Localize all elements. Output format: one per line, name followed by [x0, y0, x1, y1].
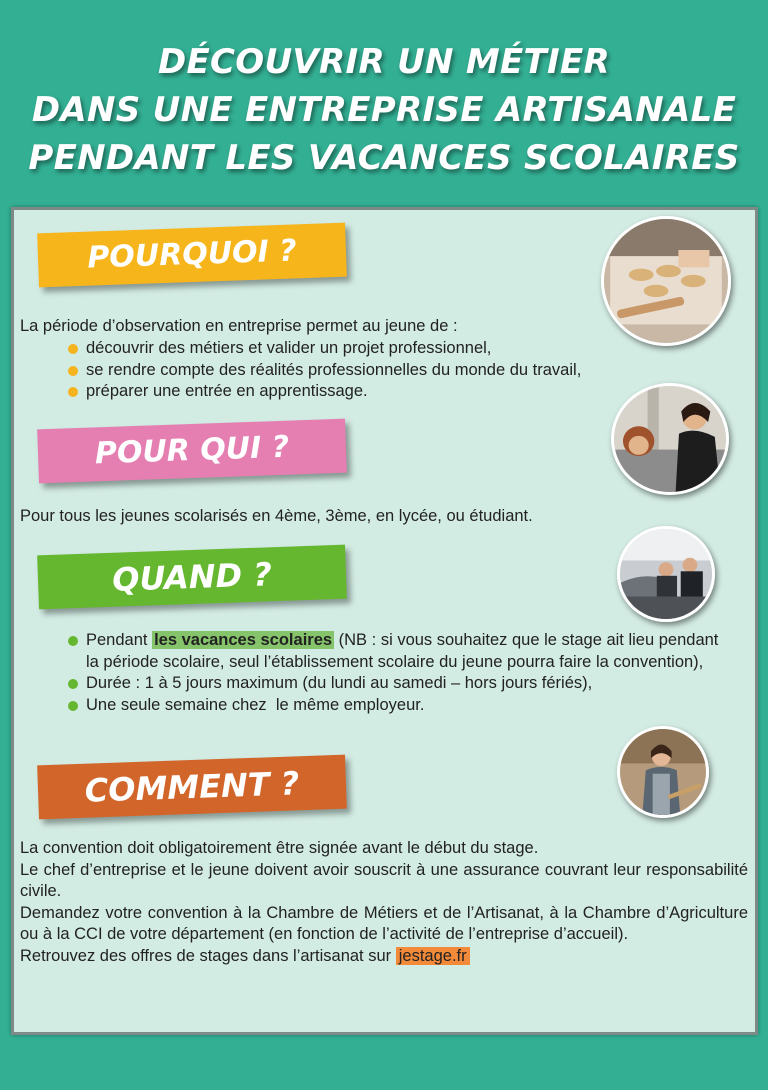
pourquoi-list: [68, 338, 581, 403]
comment-paragraph-4: Retrouvez des offres de stages dans l’artisanat sur jestage.fr: [20, 946, 748, 968]
page-title: [0, 38, 768, 182]
woodworker-photo: [617, 726, 709, 818]
heading-quand: QUAND ?: [37, 545, 347, 610]
title-line-2: DANS UNE ENTREPRISE ARTISANALE: [31, 90, 737, 130]
heading-pour-qui: POUR QUI ?: [37, 419, 347, 484]
bullet-icon: [68, 344, 78, 354]
list-item: se rendre compte des réalités professionnelles du monde du travail,: [68, 360, 581, 382]
highlight-vacances: les vacances scolaires: [154, 631, 333, 649]
bullet-icon: [68, 366, 78, 376]
hairdresser-photo: [611, 383, 729, 495]
list-item: Une seule semaine chez le même employeur.: [68, 695, 728, 717]
heading-pourquoi: POURQUOI ?: [37, 223, 347, 288]
title-line-1: DÉCOUVRIR UN MÉTIER: [158, 42, 610, 82]
list-item: Durée : 1 à 5 jours maximum (du lundi au samedi – hors jours fériés),: [68, 673, 728, 695]
list-item: découvrir des métiers et valider un projet professionnel,: [68, 338, 581, 360]
bullet-icon: [68, 701, 78, 711]
comment-paragraph-2: Le chef d’entreprise et le jeune doivent avoir souscrit à une assurance couvrant leur responsabilité civile.: [20, 860, 748, 900]
list-item: Pendant les vacances scolaires (NB : si vous souhaitez que le stage ait lieu pendant la période scolaire, seul l’établissement scolaire du jeune pourra faire la convention),: [68, 630, 728, 673]
comment-text: [20, 838, 748, 967]
bullet-icon: [68, 679, 78, 689]
mechanics-photo: [617, 526, 715, 622]
list-item: préparer une entrée en apprentissage.: [68, 381, 581, 403]
quand-list: [68, 630, 728, 716]
pourquoi-intro: La période d’observation en entreprise permet au jeune de :: [20, 317, 458, 335]
jestage-link[interactable]: jestage.fr: [396, 947, 470, 965]
pour-qui-text: Pour tous les jeunes scolarisés en 4ème, 3ème, en lycée, ou étudiant.: [20, 507, 533, 525]
comment-paragraph-3: Demandez votre convention à la Chambre de Métiers et de l’Artisanat, à la Chambre d’Agriculture ou à la CCI de votre département (en fonction de l’activité de l’entreprise d’accueil).: [20, 903, 748, 943]
pastry-photo: [601, 216, 731, 346]
heading-comment: COMMENT ?: [37, 755, 347, 820]
title-line-3: PENDANT LES VACANCES SCOLAIRES: [28, 138, 740, 178]
bullet-icon: [68, 387, 78, 397]
bullet-icon: [68, 636, 78, 646]
comment-paragraph-1: La convention doit obligatoirement être signée avant le début du stage.: [20, 839, 539, 857]
